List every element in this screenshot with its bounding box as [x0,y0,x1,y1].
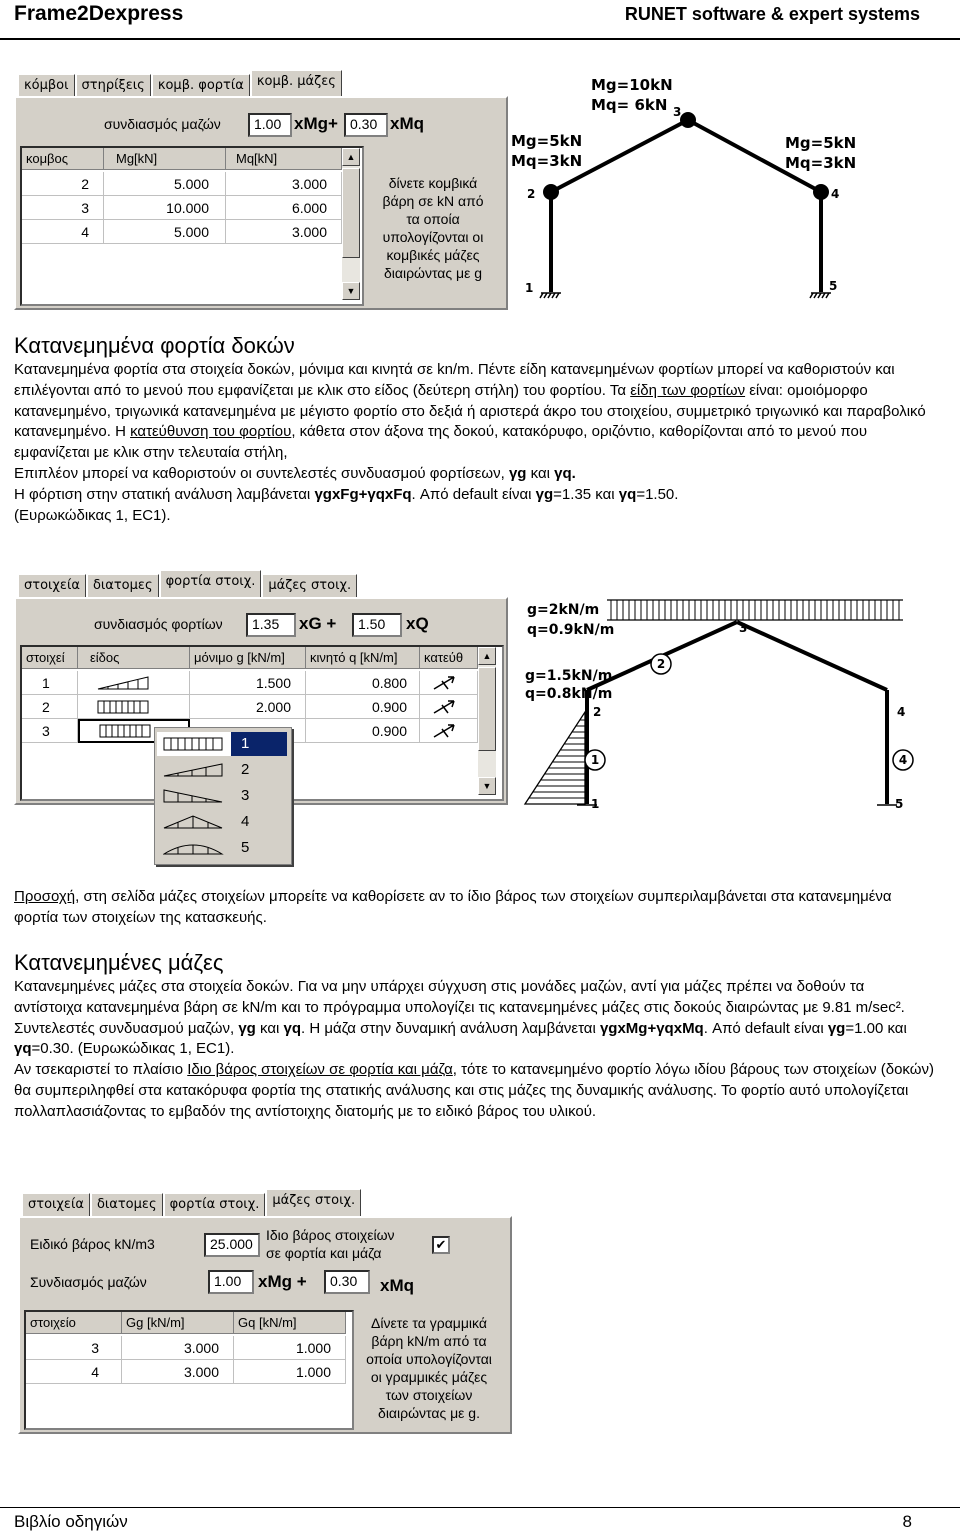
col-type[interactable]: είδος [78,647,190,669]
tab-nodes[interactable]: κόμβοι [18,74,75,97]
direction-arrow-icon[interactable] [420,695,478,719]
col-direction[interactable]: κατεύθ [420,647,478,669]
company-name: RUNET software & expert systems [624,4,920,24]
panel3-tabs [22,1193,362,1216]
link-self-weight-option[interactable]: Ιδιο βάρος στοιχείων σε φορτία και μάζα [187,1061,453,1079]
note-paragraph: Προσοχή, στη σελίδα μάζες στοιχείων μπορείτε να καθορίσετε αν το ίδιο βάρος των στοιχείων συμπεριλαμβάνεται στα κατανεμημένα φορτία των στοιχείων της κατασκευής. [14,888,892,926]
col-node[interactable]: κομβος [22,148,104,170]
link-load-direction[interactable]: κατεύθυνση του φορτίου [130,423,292,441]
panel1-hint: δίνετε κομβικά βάρη σε kN από τα οποία υπολογίζονται οι κομβικές μάζες διαιρώντας με g [382,175,484,281]
element-load-table[interactable]: στοιχεί είδος μόνιμο g [kN/m] κινητό q [kN/m] κατεύθ 1 1.500 0.800 2 2.000 0.900 3 0.900 ▲ ▼ [20,645,504,801]
self-weight-label: Ιδιο βάρος στοιχείων σε φορτία και μάζα [266,1227,395,1261]
load-type-menu[interactable] [154,727,292,865]
frame-distributed-load-figure [515,592,935,822]
element-mass-table[interactable]: στοιχείο Gg [kN/m] Gq [kN/m] 3 3.000 1.000 4 3.000 1.000 [24,1310,354,1430]
footer-left: Βιβλίο οδηγιών [14,1512,128,1531]
col-mq[interactable]: Mq[kN] [226,148,342,170]
col-live[interactable]: κινητό q [kN/m] [306,647,420,669]
col-mg[interactable]: Mg[kN] [104,148,226,170]
scroll-thumb[interactable] [342,168,360,258]
mass-factor-g-input[interactable]: 1.00 [208,1270,254,1294]
svg-text:5: 5 [829,279,838,293]
left-q-label: q=0.8kN/m [525,686,613,702]
unit-weight-input[interactable]: 25.000 [204,1233,260,1257]
panel3-hint: Δίνετε τα γραμμικά βάρη kN/m από τα οποία υπολογίζονται οι γραμμικές μάζες των στοιχείων διαιρώντας με g. [366,1315,492,1421]
xmg-label: xMg + [258,1272,307,1291]
xq-label: xQ [406,614,429,633]
section1-body: Κατανεμημένα φορτία στα στοιχεία δοκών, μόνιμα και κινητά σε kn/m. Πέντε είδη κατανεμημένων φορτίων μπορεί να καθοριστούν και επιλέγονται από το μενού που εμφανίζεται με κλικ στο είδος (δεύτερη στήλη) του φορτίου. Τα είδη των φορτίων είναι: ομοιόμορφο κατανεμημένο, τριγωνικά κατανεμημένα με μέγιστο φορτίο στο δεξιά ή αριστερά άκρο του στοιχείου, συμμετρικό τριγωνικό και παραβολικό κατανεμημένο. Η κατεύθυνση του φορτίου, κάθετα στον άξονα της δοκού, κατακόρυφο, οριζόντιο, καθορίζονται από το μενού που εμφανίζεται με κλικ στην τελευταία στήλη, Επιπλέον μπορεί να καθοριστούν οι συντελεστές συνδυασμού φορτίσεων, γg και γq. Η φόρτιση στην στατική ανάλυση λαμβάνεται γgxFg+γqxFq. Από default είναι γg=1.35 και γq=1.50. (Ευρωκώδικας 1, EC1). [14,361,926,524]
xmg-label: xMg+ [294,114,338,133]
tab-supports[interactable]: στηρίξεις [76,74,151,97]
xmq-label: xMq [390,114,424,133]
note-label: Προσοχή [14,888,76,905]
svg-text:2: 2 [527,187,536,201]
scroll-down-icon[interactable]: ▼ [478,777,496,795]
col-element[interactable]: στοιχείο [26,1312,122,1334]
svg-text:2: 2 [656,657,666,671]
app-name: Frame2Dexpress [14,2,184,25]
scroll-thumb[interactable] [478,667,496,751]
parabolic-load-icon [163,840,225,856]
load-factor-q-input[interactable]: 1.50 [352,613,402,637]
mass-node-2 [543,184,559,200]
section-distributed-masses-title: Κατανεμημένες μάζες [14,950,224,975]
section-distributed-loads-title: Κατανεμημένα φορτία δοκών [14,333,295,358]
mass-combo-label: Συνδιασμός μαζών [30,1274,147,1290]
svg-text:4: 4 [897,705,906,719]
panel2-tabs [18,574,358,597]
scroll-up-icon[interactable]: ▲ [342,148,360,166]
header-rule [0,38,960,40]
tab-node-masses[interactable]: κομβ. μάζες [251,70,342,97]
left-mg-label: Mg=5kN [511,132,583,150]
col-element[interactable]: στοιχεί [22,647,78,669]
fixed-support-icon [540,293,831,298]
vertical-scrollbar[interactable] [342,148,360,300]
node-mass-table[interactable]: κομβος Mg[kN] Mq[kN] 2 5.000 3.000 3 10.000 6.000 4 5.000 3.000 ▲ ▼ [20,146,364,306]
col-permanent[interactable]: μόνιμο g [kN/m] [190,647,306,669]
svg-text:2: 2 [593,705,602,719]
uniform-load-icon [163,736,225,752]
svg-text:1: 1 [591,797,600,811]
section3-body: Κατανεμημένες μάζες στα στοιχεία δοκών. Για να μην υπάρχει σύγχυση στις μονάδες μαζών, αντί για μάζες πρέπει να δοθούν τα αντίστοιχα κατανεμημένα βάρη σε kN/m και το πρόγραμμα υπολογίζει τις κατανεμημένες μάζες στις δοκούς διαιρώντας με 9.81 m/sec². Συντελεστές συνδυασμού μαζών, γg και γq. Η μάζα στην δυναμική ανάλυση λαμβάνεται γgxMg+γqxMq. Από default είναι γg=1.00 και γq=0.30. (Ευρωκώδικας 1, EC1). Αν τσεκαριστεί το πλαίσιο Ιδιο βάρος στοιχείων σε φορτία και μάζα, τότε το κατανεμημένο φορτίο λόγω ιδίου βάρους των στοιχείων (δοκών) θα συμπεριληφθεί στα κατακόρυφα φορτία της στατικής ανάλυσης και στις μάζες της δυναμικής ανάλυσης. Το φορτίο αυτό υπολογίζεται πολλαπλασιάζοντας το εμβαδόν της αντίστοιχης διατομής με το ειδικό βάρος του υλικού. [14,978,934,1120]
direction-arrow-icon[interactable] [420,671,478,695]
menu-item-triangular-left[interactable]: 3 [157,784,287,808]
load-factor-g-input[interactable]: 1.35 [246,613,296,637]
unit-weight-label: Ειδικό βάρος kN/m3 [30,1236,155,1252]
triangular-right-load-icon [163,762,225,778]
vertical-scrollbar[interactable] [478,647,496,795]
menu-item-parabolic[interactable]: 5 [157,836,287,860]
scroll-down-icon[interactable]: ▼ [342,282,360,300]
svg-text:1: 1 [590,753,600,767]
right-mq-label: Mq=3kN [785,154,857,172]
load-combo-label: συνδιασμός φορτίων [94,616,223,632]
left-mq-label: Mq=3kN [511,152,583,170]
frame-node-mass-figure [505,70,885,305]
link-load-types[interactable]: είδη των φορτίων [630,381,746,399]
top-q-label: q=0.9kN/m [527,622,615,638]
tab-elements[interactable]: στοιχεία [22,1193,90,1216]
mass-combo-label: συνδιασμός μαζών [104,116,221,132]
left-g-label: g=1.5kN/m [525,668,613,684]
svg-text:3: 3 [673,105,682,119]
right-mg-label: Mg=5kN [785,134,857,152]
svg-text:4: 4 [831,187,840,201]
self-weight-checkbox[interactable]: ✔ [432,1236,450,1254]
tab-sections[interactable]: διατομες [87,574,159,597]
col-gg[interactable]: Gg [kN/m] [122,1312,234,1334]
panel1-body [14,96,508,310]
mass-factor-g-input[interactable]: 1.00 [248,113,292,137]
svg-text:4: 4 [898,753,908,767]
menu-item-symmetric-triangular[interactable]: 4 [157,810,287,834]
col-gq[interactable]: Gq [kN/m] [234,1312,346,1334]
triangular-load-hatch [529,720,585,798]
mass-factor-q-input[interactable]: 0.30 [324,1270,370,1294]
tab-element-loads[interactable]: φορτία στοιχ. [164,1193,266,1216]
svg-text:5: 5 [895,797,904,811]
top-g-label: g=2kN/m [527,602,600,618]
page-number: 8 [902,1512,912,1531]
load-hatch [611,600,899,620]
footer-rule [0,1507,960,1508]
mass-factor-q-input[interactable]: 0.30 [344,113,388,137]
tab-elements[interactable]: στοιχεία [18,574,86,597]
direction-arrow-icon[interactable] [420,719,478,743]
top-mq-label: Mq= 6kN [591,96,668,114]
mass-node-4 [813,184,829,200]
mass-node-3 [680,112,696,128]
menu-item-triangular-right[interactable]: 2 [157,758,287,782]
xmq-label: xMq [380,1276,414,1295]
triangular-left-load-icon [163,788,225,804]
symmetric-triangular-load-icon [163,814,225,830]
panel1-tabs [18,74,343,97]
scroll-up-icon[interactable]: ▲ [478,647,496,665]
tab-node-loads[interactable]: κομβ. φορτία [152,74,250,97]
tab-sections[interactable]: διατομες [91,1193,163,1216]
svg-text:1: 1 [525,281,534,295]
xg-label: xG + [299,614,337,633]
load-type-triangular-icon[interactable] [78,671,190,695]
menu-item-uniform[interactable]: 1 [157,732,287,756]
tab-element-masses[interactable]: μάζες στοιχ. [262,574,357,597]
tab-element-masses[interactable]: μάζες στοιχ. [266,1189,361,1216]
tab-element-loads[interactable]: φορτία στοιχ. [160,570,262,597]
top-mg-label: Mg=10kN [591,76,673,94]
load-type-uniform-icon[interactable] [78,695,190,719]
svg-text:3: 3 [739,621,748,635]
panel3-body [18,1216,512,1434]
